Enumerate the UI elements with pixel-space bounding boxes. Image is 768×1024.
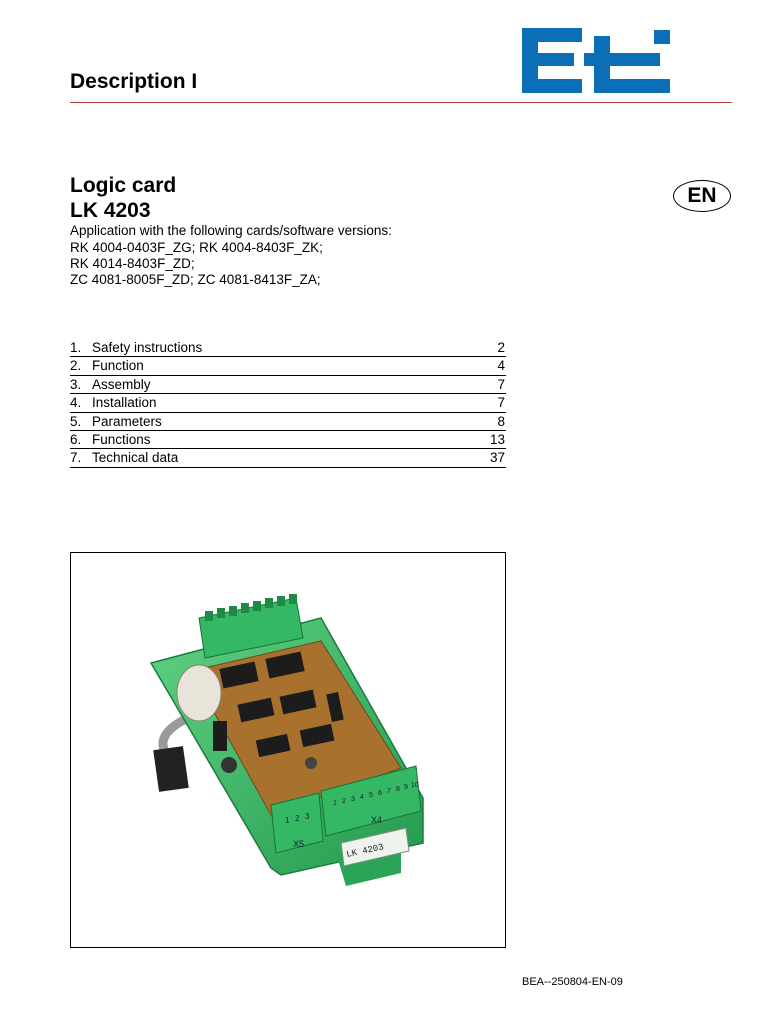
connector-label-x5: X5 [293,839,305,849]
capacitor [221,757,237,773]
page-title: Description I [70,70,198,93]
toc-number: 2. [70,358,82,374]
toc-title: Functions [92,431,151,447]
toc-page: 4 [497,358,505,374]
terminal-number: 5 [369,792,373,799]
toc-row[interactable] [70,376,506,394]
toc-row[interactable] [70,394,506,412]
card-title: Logic card [70,174,177,197]
card-label-text: LK 4203 [345,842,385,860]
capacitor [305,757,317,769]
terminal-number: 1 [285,816,290,825]
toc-row[interactable] [70,431,506,449]
terminal-number: 8 [396,786,400,793]
toc-number: 6. [70,431,82,447]
card-model: LK 4203 [70,199,151,222]
backup-battery [177,665,221,721]
terminal-number: 2 [342,798,346,805]
terminal-number: 3 [351,796,355,803]
application-line: RK 4004-0403F_ZG; RK 4004-8403F_ZK; [70,240,323,255]
product-photo-frame [70,552,506,948]
ribbon-connector [153,746,189,792]
toc-page: 7 [497,395,505,411]
terminal-number: 2 [295,814,300,823]
header-divider [70,102,732,103]
table-of-contents [70,339,506,468]
toc-row[interactable] [70,357,506,375]
toc-row[interactable] [70,339,506,357]
toc-title: Safety instructions [92,340,203,355]
terminal-number: 7 [387,788,391,795]
toc-page: 2 [497,340,505,355]
toc-row[interactable] [70,449,506,467]
toc-page: 37 [489,450,505,466]
terminal-number: 4 [360,794,364,801]
application-line: RK 4014-8403F_ZD; [70,256,195,271]
logic-card-photo [71,553,505,947]
terminal-number: 10 [411,782,419,789]
application-intro: Application with the following cards/software versions: [70,223,392,238]
toc-title: Parameters [92,413,162,429]
toc-number: 1. [70,340,82,355]
toc-page: 13 [489,431,505,447]
toc-title: Function [92,358,144,374]
terminal-number: 1 [333,800,337,807]
connector-label-x4: X4 [371,815,383,825]
toc-number: 7. [70,450,82,466]
toc-title: Assembly [92,376,151,392]
terminal-number: 9 [404,784,408,791]
toc-page: 8 [497,413,505,429]
el-company-logo [522,28,670,93]
document-id: BEA--250804-EN-09 [522,976,623,988]
terminal-number: 3 [305,812,310,821]
toc-number: 3. [70,376,82,392]
toc-number: 5. [70,413,82,429]
application-line: ZC 4081-8005F_ZD; ZC 4081-8413F_ZA; [70,272,321,287]
toc-number: 4. [70,395,82,411]
terminal-number: 6 [378,790,382,797]
toc-row[interactable] [70,413,506,431]
header-connector [213,721,227,751]
language-badge: EN [673,180,731,212]
toc-title: Technical data [92,450,179,466]
toc-title: Installation [92,395,157,411]
toc-page: 7 [497,376,505,392]
